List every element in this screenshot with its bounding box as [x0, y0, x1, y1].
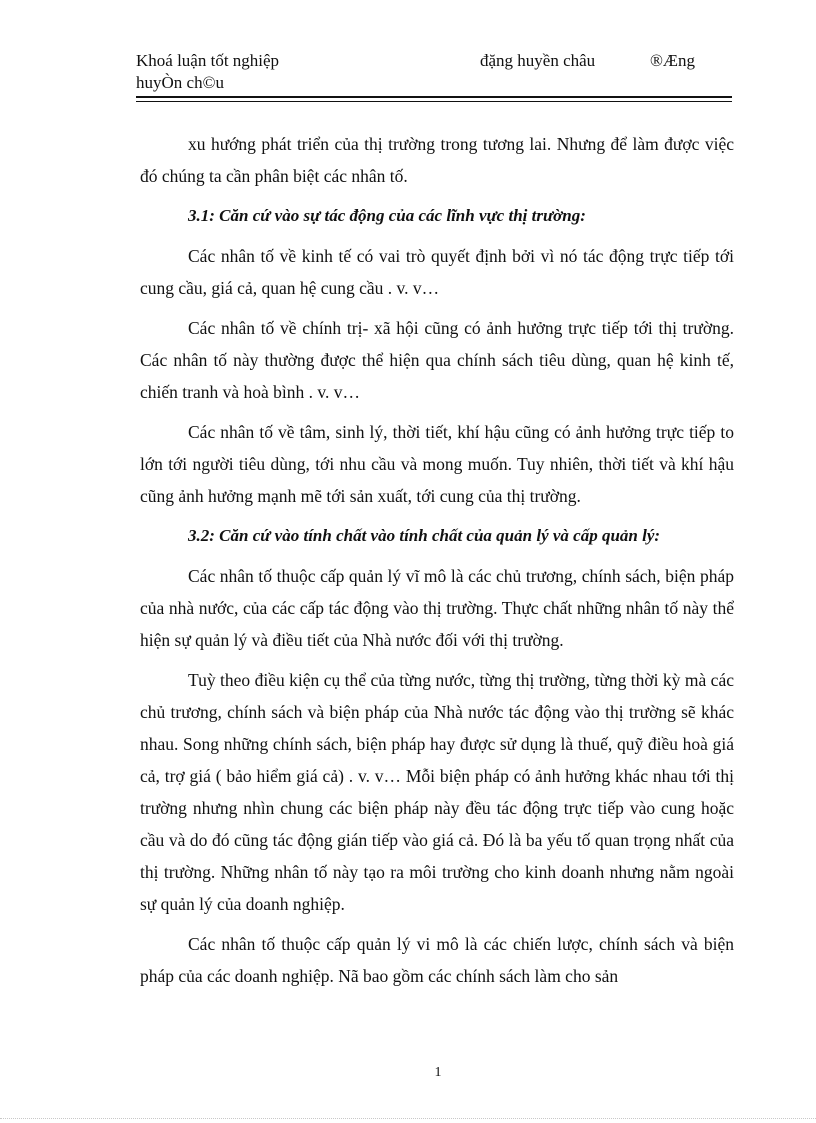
header-left: [136, 50, 279, 94]
header-rule-thin: [136, 101, 732, 102]
header-author-garbled: huyÒn ch©u: [136, 73, 224, 92]
paragraph-2: Các nhân tố về kinh tế có vai trò quyết định bởi vì nó tác động trực tiếp tới cung cầu, giá cả, quan hệ cung cầu . v. v…: [140, 246, 734, 298]
header-author: đặng huyền châu: [480, 51, 596, 70]
section-heading-3-1: 3.1: Căn cứ vào sự tác động của các lĩnh vực thị trường:: [188, 206, 586, 225]
paragraph-5: Các nhân tố thuộc cấp quản lý vĩ mô là các chủ trương, chính sách, biện pháp của nhà nước, của các cấp tác động vào thị trường. Thực chất những nhân tố này thể hiện sự quản lý và điều tiết của Nhà nước đối với thị trường.: [140, 566, 734, 650]
section-heading-3-2: 3.2: Căn cứ vào tính chất vào tính chất của quản lý và cấp quản lý:: [188, 526, 661, 545]
paragraph-3: Các nhân tố về chính trị- xã hội cũng có ảnh hưởng trực tiếp tới thị trường. Các nhân tố này thường được thể hiện qua chính sách tiêu dùng, quan hệ kinh tế, chiến tranh và hoà bình . v. v…: [140, 318, 734, 402]
paragraph-6: Tuỳ theo điều kiện cụ thể của từng nước, từng thị trường, từng thời kỳ mà các chủ trương, chính sách và biện pháp của Nhà nước tác động vào thị trường sẽ khác nhau. Song những chính sách, biện pháp hay được sử dụng là thuế, quỹ điều hoà giá cả, trợ giá ( bảo hiểm giá cả) . v. v… Mỗi biện pháp có ảnh hưởng khác nhau tới thị trường nhưng nhìn chung các biện pháp này đều tác động trực tiếp vào cung hoặc cầu và do đó cũng tác động gián tiếp vào giá cả. Đó là ba yếu tố quan trọng nhất của thị trường. Những nhân tố này tạo ra môi trường cho kinh doanh nhưng nằm ngoài sự quản lý của doanh nghiệp.: [140, 670, 734, 914]
paragraph-1: xu hướng phát triển của thị trường trong tương lai. Nhưng để làm được việc đó chúng ta cần phân biệt các nhân tố.: [140, 134, 734, 186]
header-title: Khoá luận tốt nghiệp: [136, 51, 280, 70]
header-rule-thick: [136, 96, 732, 98]
paragraph-4: Các nhân tố về tâm, sinh lý, thời tiết, khí hậu cũng có ảnh hưởng trực tiếp to lớn tới người tiêu dùng, tới nhu cầu và mong muốn. Tuy nhiên, thời tiết và khí hậu cũng ảnh hưởng mạnh mẽ tới sản xuất, tới cung của thị trường.: [140, 422, 734, 506]
page-bottom-border: [0, 1118, 816, 1119]
document-body: [140, 128, 734, 1000]
paragraph-7: Các nhân tố thuộc cấp quản lý vi mô là các chiến lược, chính sách và biện pháp của các doanh nghiệp. Nã bao gồm các chính sách làm cho sản: [140, 934, 734, 986]
page-number: 1: [434, 1065, 442, 1080]
header-right-garbled: ®Æng: [650, 51, 696, 70]
